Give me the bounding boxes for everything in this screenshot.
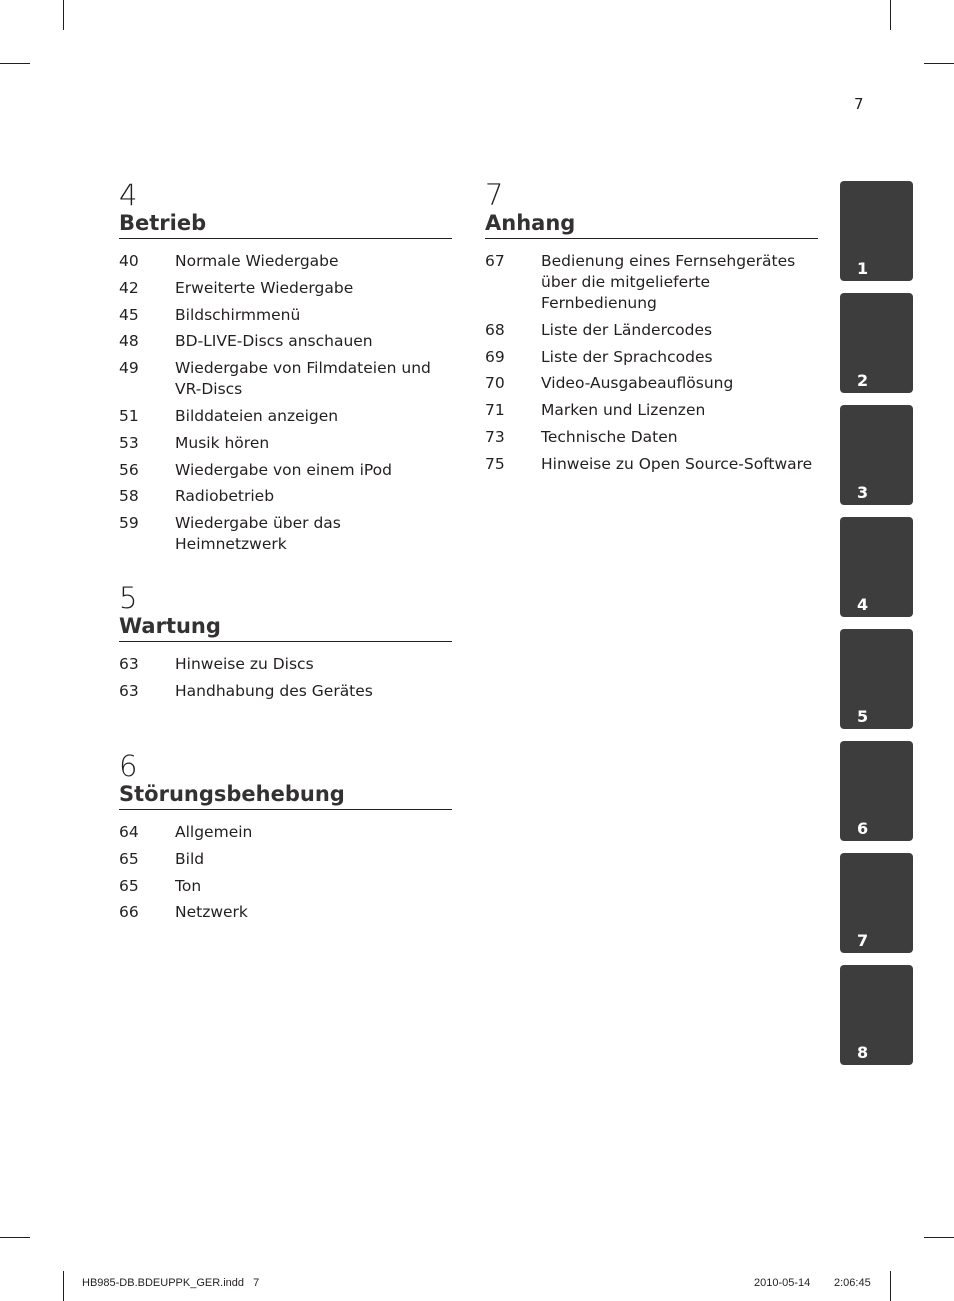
crop-mark: [63, 0, 64, 30]
chapter-tab-label: 8: [857, 1043, 869, 1062]
crop-mark: [890, 1271, 891, 1301]
toc-entry[interactable]: [119, 654, 452, 675]
entry-page: 69: [485, 347, 505, 366]
crop-mark: [63, 1271, 64, 1301]
crop-mark: [924, 63, 954, 64]
toc-entries: [119, 822, 452, 923]
section-number: 4: [119, 178, 138, 212]
entry-page: 70: [485, 374, 505, 393]
toc-entry[interactable]: [119, 406, 452, 427]
chapter-tabs: [840, 181, 913, 1077]
entry-text: Hinweise zu Discs: [175, 655, 314, 673]
toc-entry[interactable]: [485, 427, 818, 448]
entry-page: 64: [119, 823, 139, 841]
section-number: 7: [485, 178, 504, 212]
entry-page: 59: [119, 514, 139, 533]
entry-page: 75: [485, 454, 505, 473]
toc-entry[interactable]: [119, 486, 452, 507]
chapter-tab-2[interactable]: [840, 293, 913, 393]
footer-filename: HB985-DB.BDEUPPK_GER.indd 7: [82, 1277, 260, 1289]
entry-page: 48: [119, 332, 139, 351]
entry-page: 65: [119, 849, 139, 868]
toc-entry[interactable]: [119, 513, 452, 555]
entry-text: Netzwerk: [175, 903, 248, 922]
chapter-tab-4[interactable]: [840, 517, 913, 617]
toc-section-wartung: [119, 583, 452, 708]
crop-mark: [924, 1237, 954, 1238]
section-title: Wartung: [119, 613, 452, 642]
entry-text: Ton: [175, 876, 202, 895]
entry-text: Erweiterte Wiedergabe: [175, 278, 354, 297]
entry-text: Wiedergabe von einem iPod: [175, 460, 392, 479]
chapter-tab-label: 3: [857, 483, 869, 502]
entry-text: Wiedergabe von Filmdateien und VR-Discs: [175, 359, 431, 399]
toc-entry[interactable]: [485, 251, 818, 314]
chapter-tab-6[interactable]: [840, 741, 913, 841]
entry-text: Radiobetrieb: [175, 487, 275, 506]
chapter-tab-7[interactable]: [840, 853, 913, 953]
chapter-tab-8[interactable]: [840, 965, 913, 1065]
entry-page: 51: [119, 406, 139, 425]
page-number: 7: [854, 95, 864, 113]
toc-entry[interactable]: [119, 849, 452, 870]
toc-entries: [119, 251, 452, 555]
entry-text: Musik hören: [175, 433, 270, 452]
toc-entry[interactable]: [119, 433, 452, 454]
entry-text: Normale Wiedergabe: [175, 252, 339, 270]
entry-page: 66: [119, 903, 139, 922]
entry-text: Hinweise zu Open Source-Software: [541, 454, 813, 473]
footer-date: 2010-05-14: [754, 1277, 811, 1289]
toc-entry[interactable]: [485, 400, 818, 421]
toc-entry[interactable]: [119, 305, 452, 326]
toc-section-stoerungsbehebung: [119, 751, 452, 929]
entry-text: Bildschirmmenü: [175, 305, 301, 324]
toc-entry[interactable]: [119, 902, 452, 923]
footer-time: 2:06:45: [834, 1277, 871, 1289]
chapter-tab-label: 1: [857, 259, 869, 278]
entry-text: Video-Ausgabeauflösung: [541, 374, 734, 393]
entry-text: Bilddateien anzeigen: [175, 406, 339, 425]
toc-entry[interactable]: [119, 358, 452, 400]
entry-text: BD-LIVE-Discs anschauen: [175, 332, 373, 351]
entry-page: 68: [485, 320, 505, 339]
toc-entries: [485, 251, 818, 475]
entry-page: 42: [119, 278, 139, 297]
entry-text: Marken und Lizenzen: [541, 401, 706, 420]
entry-text: Bedienung eines Fernsehgerätes über die mitgelieferte Fernbedienung: [541, 252, 796, 312]
entry-page: 56: [119, 460, 139, 479]
toc-entry[interactable]: [119, 460, 452, 481]
entry-page: 67: [485, 252, 505, 270]
chapter-tab-label: 4: [857, 595, 869, 614]
chapter-tab-3[interactable]: [840, 405, 913, 505]
entry-page: 73: [485, 427, 505, 446]
chapter-tab-label: 5: [857, 707, 869, 726]
section-title: Betrieb: [119, 210, 452, 239]
toc-entry[interactable]: [119, 681, 452, 702]
section-title: Störungsbehebung: [119, 781, 452, 810]
toc-entry[interactable]: [485, 320, 818, 341]
entry-text: Allgemein: [175, 823, 253, 841]
toc-entry[interactable]: [485, 373, 818, 394]
entry-text: Wiedergabe über das Heimnetzwerk: [175, 514, 341, 554]
toc-entry[interactable]: [485, 347, 818, 368]
section-number: 5: [119, 581, 138, 615]
section-number: 6: [119, 749, 138, 783]
chapter-tab-label: 2: [857, 371, 869, 390]
crop-mark: [0, 63, 30, 64]
entry-page: 58: [119, 487, 139, 506]
toc-section-anhang: [485, 180, 818, 481]
toc-entry[interactable]: [119, 822, 452, 843]
crop-mark: [890, 0, 891, 30]
entry-page: 53: [119, 433, 139, 452]
toc-entry[interactable]: [485, 454, 818, 475]
chapter-tab-5[interactable]: [840, 629, 913, 729]
toc-entries: [119, 654, 452, 702]
entry-text: Liste der Sprachcodes: [541, 347, 713, 366]
entry-text: Technische Daten: [541, 427, 678, 446]
toc-entry[interactable]: [119, 876, 452, 897]
entry-text: Handhabung des Gerätes: [175, 681, 373, 700]
chapter-tab-label: 7: [857, 931, 869, 950]
crop-mark: [0, 1237, 30, 1238]
chapter-tab-label: 6: [857, 819, 869, 838]
entry-page: 49: [119, 359, 139, 378]
toc-entry[interactable]: [119, 251, 452, 272]
entry-page: 45: [119, 305, 139, 324]
chapter-tab-1[interactable]: [840, 181, 913, 281]
entry-page: 71: [485, 401, 505, 420]
toc-section-betrieb: [119, 180, 452, 561]
entry-page: 63: [119, 681, 139, 700]
entry-page: 65: [119, 876, 139, 895]
toc-entry[interactable]: [119, 331, 452, 352]
section-title: Anhang: [485, 210, 818, 239]
entry-text: Liste der Ländercodes: [541, 320, 713, 339]
entry-page: 40: [119, 252, 139, 270]
entry-page: 63: [119, 655, 139, 673]
toc-entry[interactable]: [119, 278, 452, 299]
entry-text: Bild: [175, 849, 205, 868]
